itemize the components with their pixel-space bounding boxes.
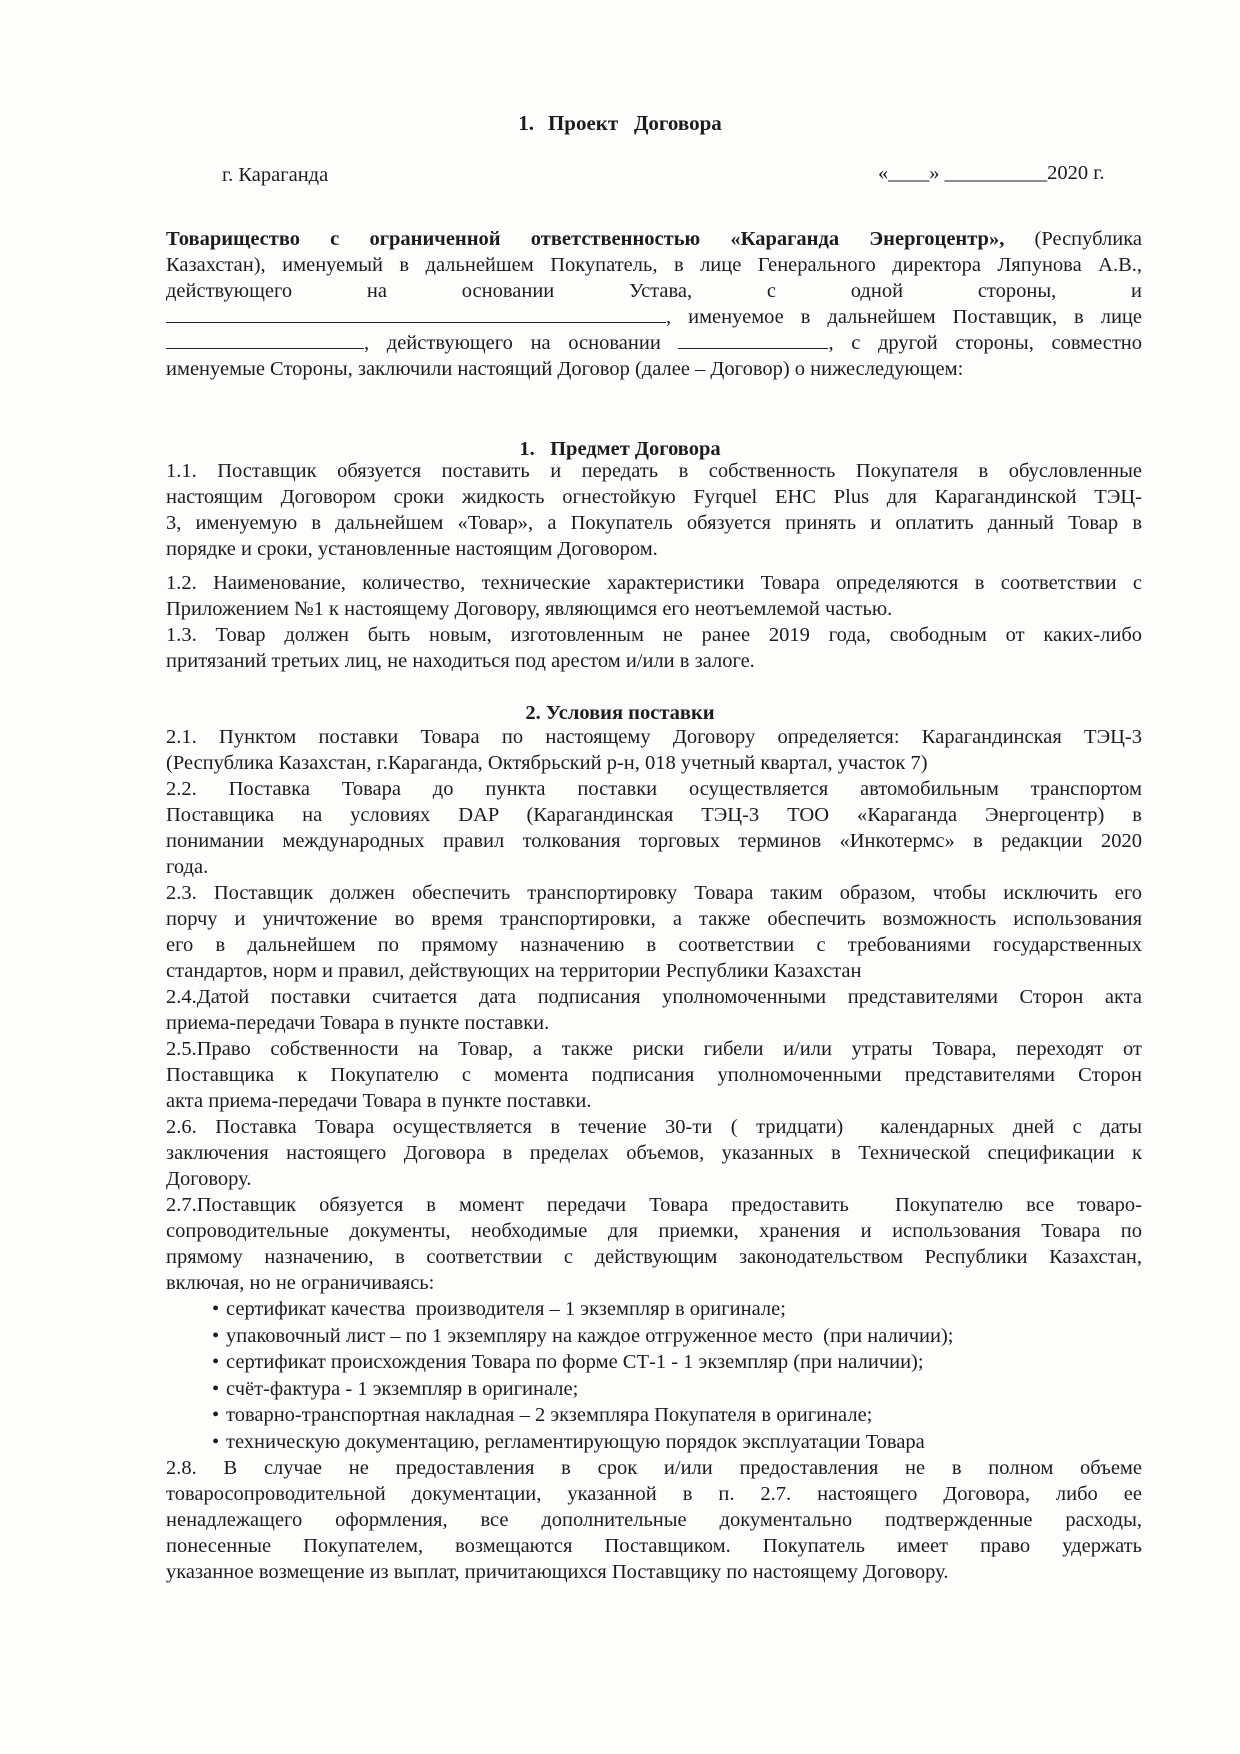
- list-item-text: сертификат происхождения Товара по форме СТ-1 - 1 экземпляр (при наличии);: [226, 1351, 924, 1373]
- paragraph-line: его в дальнейшем по прямому назначению в соответствии с требованиями государственных: [166, 934, 1142, 956]
- paragraph-line: порядке и сроки, установленные настоящим Договором.: [166, 538, 658, 560]
- paragraph-line: приема-передачи Товара в пункте поставки.: [166, 1012, 550, 1034]
- paragraph-line: 1.2. Наименование, количество, технические характеристики Товара определяются в соответствии с: [166, 572, 1142, 594]
- paragraph-line: настоящим Договором сроки жидкость огнестойкую Fyrquel EHC Plus для Карагандинской ТЭЦ-: [166, 486, 1142, 508]
- contract-intro: [166, 226, 1142, 382]
- bullet-icon: •: [212, 1377, 220, 1400]
- paragraph-line: 1.1. Поставщик обязуется поставить и передать в собственность Покупателя в обусловленные: [166, 460, 1142, 482]
- intro-text: , действующего на основании: [364, 332, 661, 354]
- section-2-heading: 2. Условия поставки: [525, 702, 715, 724]
- supplier-representative-blank[interactable]: [166, 330, 364, 349]
- contract-date: «____» __________2020 г.: [878, 162, 1105, 184]
- list-item: [166, 1402, 1142, 1429]
- intro-line: действующего на основании Устава, с одной стороны, и: [166, 280, 1142, 302]
- section-2-body: [166, 724, 1142, 1585]
- intro-text: (Республика: [1004, 228, 1142, 250]
- list-item: [166, 1429, 1142, 1456]
- paragraph-line: 2.1. Пунктом поставки Товара по настоящему Договору определяется: Карагандинская ТЭЦ-3: [166, 726, 1142, 748]
- supplier-name-blank[interactable]: [166, 304, 666, 323]
- bullet-icon: •: [212, 1404, 220, 1426]
- paragraph-line: 3, именуемую в дальнейшем «Товар», а Покупатель обязуется принять и оплатить данный Товар в: [166, 512, 1142, 534]
- paragraph-line: заключения настоящего Договора в пределах объемов, указанных в Технической спецификации к: [166, 1142, 1142, 1164]
- paragraph-line: 1.3. Товар должен быть новым, изготовленным не ранее 2019 года, свободным от каких-либо: [166, 624, 1142, 646]
- bullet-icon: •: [212, 1324, 220, 1347]
- list-item-text: сертификат качества производителя – 1 экземпляр в оригинале;: [226, 1298, 786, 1320]
- paragraph-line: указанное возмещение из выплат, причитающихся Поставщику по настоящему Договору.: [166, 1561, 949, 1583]
- paragraph-line: 2.7.Поставщик обязуется в момент передачи Товара предоставить Покупателю все товаро-: [166, 1194, 1142, 1216]
- list-item-text: счёт-фактура - 1 экземпляр в оригинале;: [226, 1377, 579, 1400]
- list-item-text: техническую документацию, регламентирующую порядок эксплуатации Товара: [226, 1430, 925, 1453]
- title-text: Проект Договора: [547, 111, 722, 135]
- bullet-icon: •: [212, 1351, 220, 1373]
- paragraph-line: (Республика Казахстан, г.Караганда, Октябрьский р-н, 018 учетный квартал, участок 7): [166, 752, 928, 774]
- list-item: [166, 1349, 1142, 1376]
- paragraph-line: прямому назначению, в соответствии с действующим законодательством Республики Казахстан,: [166, 1246, 1142, 1268]
- bullet-icon: •: [212, 1430, 220, 1453]
- paragraph-line: порчу и уничтожение во время транспортировки, а также обеспечить возможность использования: [166, 908, 1142, 930]
- paragraph-line: Поставщика на условиях DAP (Карагандинская ТЭЦ-3 ТОО «Караганда Энергоцентр) в: [166, 804, 1142, 826]
- list-item-text: товарно-транспортная накладная – 2 экземпляра Покупателя в оригинале;: [226, 1404, 873, 1426]
- paragraph-line: ненадлежащего оформления, все дополнительные документально подтвержденные расходы,: [166, 1509, 1142, 1531]
- paragraph-line: понимании международных правил толкования торговых терминов «Инкотермс» в редакции 2020: [166, 830, 1142, 852]
- paragraph-line: Поставщика к Покупателю с момента подписания уполномоченными представителями Сторон: [166, 1064, 1142, 1086]
- section-1-heading: 1. Предмет Договора: [519, 438, 721, 460]
- paragraph-line: включая, но не ограничиваясь:: [166, 1272, 435, 1294]
- intro-line: именуемые Стороны, заключили настоящий Договор (далее – Договор) о нижеследующем:: [166, 358, 964, 380]
- paragraph: [166, 984, 1142, 1036]
- paragraph-line: притязаний третьих лиц, не находиться под арестом и/или в залоге.: [166, 650, 755, 672]
- paragraph: [166, 1192, 1142, 1296]
- paragraph: [166, 1455, 1142, 1585]
- intro-line: Казахстан), именуемый в дальнейшем Покупатель, в лице Генерального директора Ляпунова А.В.,: [166, 254, 1142, 276]
- paragraph: [166, 570, 1142, 622]
- paragraph: [166, 776, 1142, 880]
- title-number: 1.: [518, 111, 534, 135]
- intro-line: [166, 226, 1142, 252]
- paragraph: [166, 1036, 1142, 1114]
- list-item-text: упаковочный лист – по 1 экземпляру на каждое отгруженное место (при наличии);: [226, 1324, 954, 1347]
- paragraph: [166, 622, 1142, 674]
- paragraph: [166, 458, 1142, 562]
- paragraph-line: товаросопроводительной документации, указанной в п. 2.7. настоящего Договора, либо ее: [166, 1483, 1142, 1505]
- paragraph-line: 2.4.Датой поставки считается дата подписания уполномоченными представителями Сторон акта: [166, 986, 1142, 1008]
- paragraph-line: сопроводительные документы, необходимые для приемки, хранения и использования Товара по: [166, 1220, 1142, 1242]
- intro-line: [166, 304, 1142, 330]
- paragraph-line: акта приема-передачи Товара в пункте поставки.: [166, 1090, 592, 1112]
- paragraph-line: 2.6. Поставка Товара осуществляется в течение 30-ти ( тридцати) календарных дней с даты: [166, 1116, 1142, 1138]
- paragraph-line: Договору.: [166, 1168, 252, 1190]
- document-title: [0, 110, 1240, 136]
- paragraph-line: 2.5.Право собственности на Товар, а также риски гибели и/или утраты Товара, переходят от: [166, 1038, 1142, 1060]
- paragraph-line: стандартов, норм и правил, действующих на территории Республики Казахстан: [166, 960, 862, 982]
- list-item: [166, 1323, 1142, 1350]
- paragraph-line: 2.8. В случае не предоставления в срок и/или предоставления не в полном объеме: [166, 1457, 1142, 1479]
- section-1-body: [166, 458, 1142, 674]
- paragraph: [166, 880, 1142, 984]
- paragraph-line: понесенные Покупателем, возмещаются Поставщиком. Покупатель имеет право удержать: [166, 1535, 1142, 1557]
- list-item: [166, 1376, 1142, 1403]
- intro-text: , с другой стороны, совместно: [828, 332, 1143, 354]
- intro-line: [166, 330, 1142, 356]
- paragraph: [166, 1114, 1142, 1192]
- paragraph: [166, 724, 1142, 776]
- intro-text: , именуемое в дальнейшем Поставщик, в лице: [666, 306, 1142, 328]
- paragraph-line: 2.3. Поставщик должен обеспечить транспортировку Товара таким образом, чтобы исключить его: [166, 882, 1142, 904]
- list-item: [166, 1296, 1142, 1323]
- company-name: Товарищество с ограниченной ответственностью «Караганда Энергоцентр»,: [166, 228, 1005, 250]
- basis-document-blank[interactable]: [678, 330, 828, 349]
- paragraph-line: Приложением №1 к настоящему Договору, являющимся его неотъемлемой частью.: [166, 598, 893, 620]
- bullet-icon: •: [212, 1298, 220, 1320]
- required-documents-list: [166, 1296, 1142, 1455]
- paragraph-line: 2.2. Поставка Товара до пункта поставки осуществляется автомобильным транспортом: [166, 778, 1142, 800]
- city-label: г. Караганда: [222, 164, 329, 186]
- paragraph-line: года.: [166, 856, 209, 878]
